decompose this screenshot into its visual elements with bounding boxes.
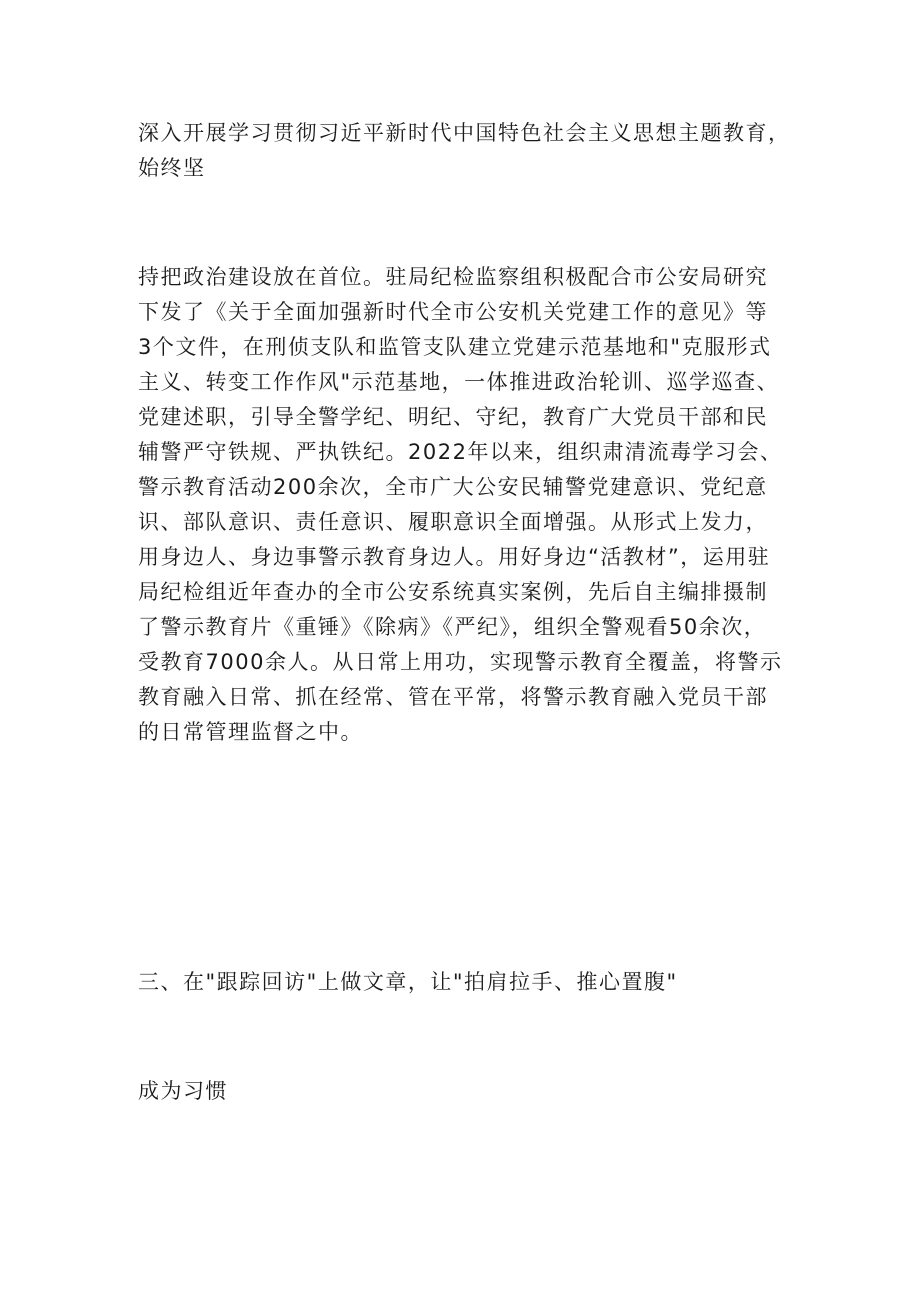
text-line: 的日常管理监督之中。 xyxy=(138,720,363,744)
text-line: 辅警严守铁规、严执铁纪。2022年以来，组织肃清流毒学习会、 xyxy=(138,440,783,464)
text-line: 三、在"跟踪回访"上做文章，让"拍肩拉手、推心置腹" xyxy=(138,970,678,994)
text-line: 局纪检组近年查办的全市公安系统真实案例，先后自主编排摄制 xyxy=(138,580,768,604)
text-line: 党建述职，引导全警学纪、明纪、守纪，教育广大党员干部和民 xyxy=(138,405,768,429)
text-line: 3个文件，在刑侦支队和监管支队建立党建示范基地和"克服形式 xyxy=(138,335,772,359)
text-line: 始终坚 xyxy=(138,156,206,180)
text-line: 识、部队意识、责任意识、履职意识全面增强。从形式上发力， xyxy=(138,510,768,534)
text-line: 成为习惯 xyxy=(138,1079,228,1103)
paragraph-continuation xyxy=(138,1074,810,1109)
paragraph-intro xyxy=(138,116,810,186)
text-line: 教育融入日常、抓在经常、管在平常，将警示教育融入党员干部 xyxy=(138,685,768,709)
text-line: 下发了《关于全面加强新时代全市公安机关党建工作的意见》等 xyxy=(138,300,768,324)
text-line: 深入开展学习贯彻习近平新时代中国特色社会主义思想主题教育， xyxy=(138,121,791,145)
paragraph-body xyxy=(138,260,810,750)
text-line: 主义、转变工作作风"示范基地，一体推进政治轮训、巡学巡查、 xyxy=(138,370,780,394)
text-line: 用身边人、身边事警示教育身边人。用好身边“活教材”，运用驻 xyxy=(138,545,771,569)
section-heading xyxy=(138,965,810,1000)
text-line: 受教育7000余人。从日常上用功，实现警示教育全覆盖，将警示 xyxy=(138,650,783,674)
text-line: 了警示教育片《重锤》《除病》《严纪》，组织全警观看50余次， xyxy=(138,615,767,639)
text-line: 警示教育活动200余次，全市广大公安民辅警党建意识、党纪意 xyxy=(138,475,768,499)
text-line: 持把政治建设放在首位。驻局纪检监察组积极配合市公安局研究 xyxy=(138,265,768,289)
